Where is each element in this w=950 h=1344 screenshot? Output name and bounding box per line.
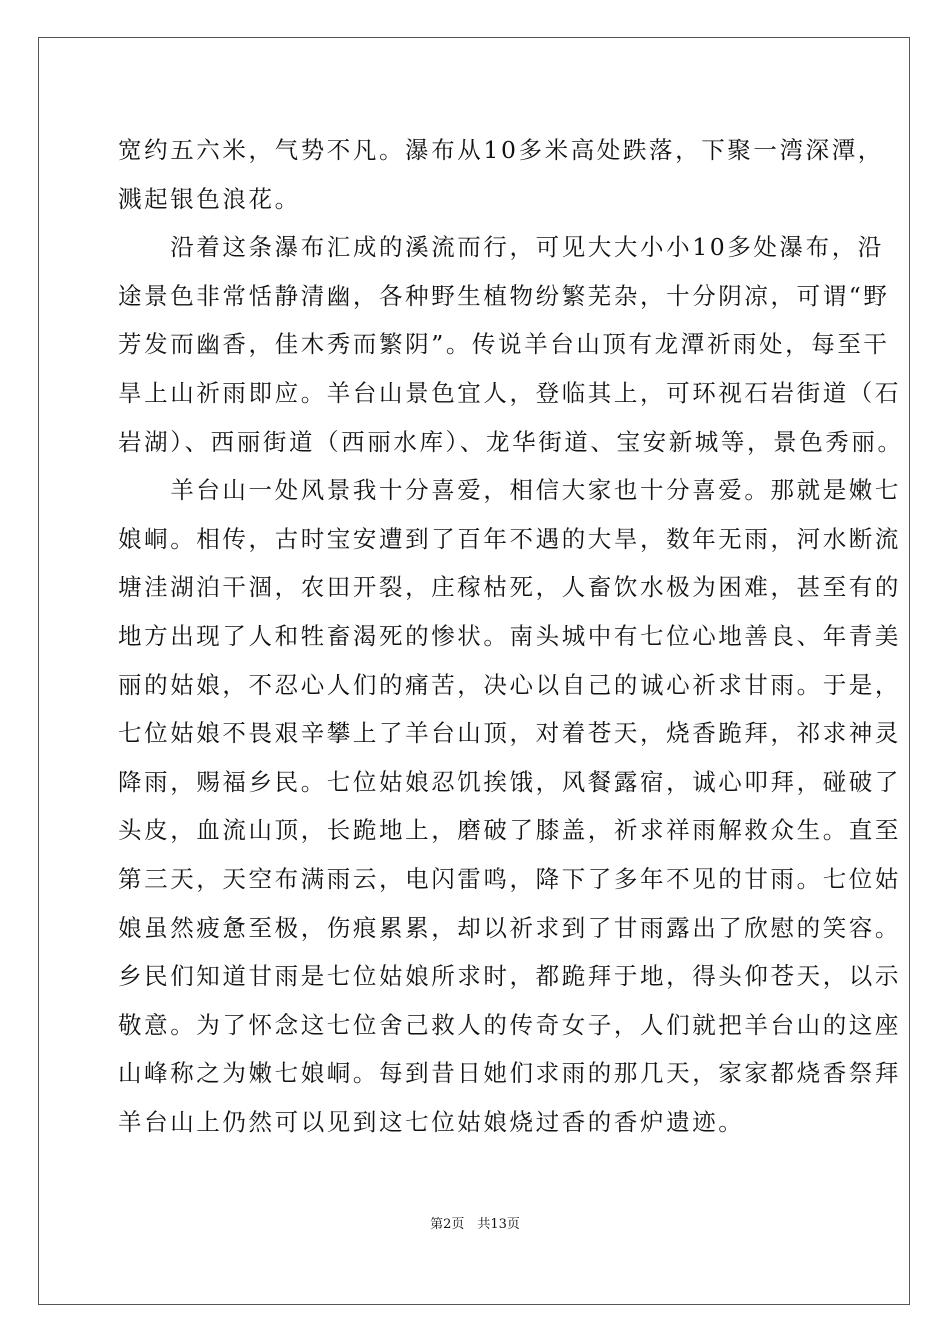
text-line: 途景色非常恬静清幽，各种野生植物纷繁芜杂，十分阴凉，可谓“野: [118, 281, 890, 310]
text-line: 塘洼湖泊干涸，农田开裂，庄稼枯死，人畜饮水极为困难，甚至有的: [118, 573, 901, 602]
document-body: [118, 126, 904, 1146]
text-line: 山峰称之为嫩七娘峒。每到昔日她们求雨的那几天，家家都烧香祭拜: [118, 1059, 901, 1088]
text-line: 地方出现了人和牲畜渴死的惨状。南头城中有七位心地善良、年青美: [118, 621, 901, 650]
text-line: 七位姑娘不畏艰辛攀上了羊台山顶，对着苍天，烧香跪拜，祁求神灵: [118, 719, 901, 748]
text-line: 旱上山祈雨即应。羊台山景色宜人，登临其上，可环视石岩街道（石: [118, 378, 901, 407]
text-line: 敬意。为了怀念这七位舍己救人的传奇女子，人们就把羊台山的这座: [118, 1010, 901, 1039]
text-line: 芳发而幽香，佳木秀而繁阴”。传说羊台山顶有龙潭祈雨处，每至干: [118, 330, 890, 359]
text-line: 宽约五六米，气势不凡。瀑布从10多米高处跌落，下聚一湾深潭，: [118, 136, 884, 164]
text-line: 第三天，天空布满雨云，电闪雷鸣，降下了多年不见的甘雨。七位姑: [118, 864, 901, 893]
text-line: 沿着这条瀑布汇成的溪流而行，可见大大小小10多处瀑布，沿: [118, 233, 884, 262]
text-line: 降雨，赐福乡民。七位姑娘忍饥挨饿，风餐露宿，诚心叩拜，碰破了: [118, 767, 901, 796]
text-line: 溅起银色浪花。: [118, 184, 301, 213]
text-line: 羊台山上仍然可以见到这七位姑娘烧过香的香炉遗迹。: [118, 1107, 745, 1136]
text-line: 乡民们知道甘雨是七位姑娘所求时，都跪拜于地，得头仰苍天，以示: [118, 962, 901, 991]
text-line: 娘峒。相传，古时宝安遭到了百年不遇的大旱，数年无雨，河水断流: [118, 524, 901, 553]
page-number-footer: 第2页 共13页: [430, 1217, 520, 1232]
text-line: 岩湖）、西丽街道（西丽水库）、龙华街道、宝安新城等，景色秀丽。: [118, 427, 904, 456]
text-line: 头皮，血流山顶，长跪地上，磨破了膝盖，祈求祥雨解救众生。直至: [118, 816, 901, 845]
text-line: 丽的姑娘，不忍心人们的痛苦，决心以自己的诚心祈求甘雨。于是，: [118, 670, 901, 699]
text-line: 娘虽然疲惫至极，伤痕累累，却以祈求到了甘雨露出了欣慰的笑容。: [118, 913, 901, 942]
text-line: 羊台山一处风景我十分喜爱，相信大家也十分喜爱。那就是嫩七: [118, 476, 901, 505]
